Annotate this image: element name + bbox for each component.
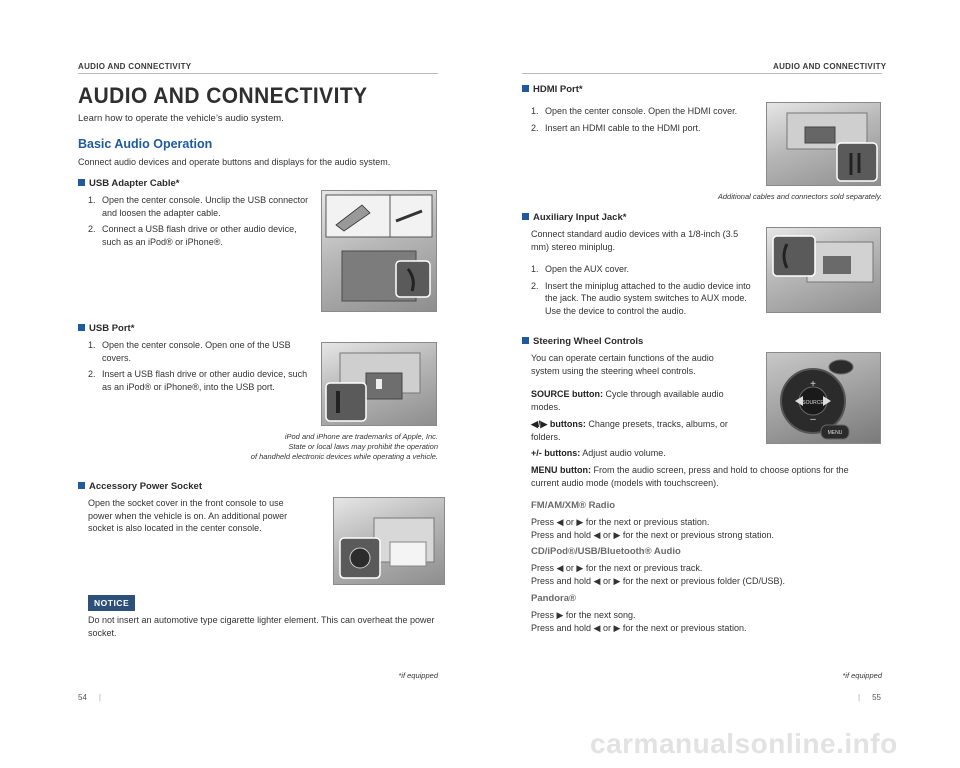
wheel-minus-label: – [810, 414, 816, 425]
usb-port-illustration [322, 343, 436, 425]
left-header-rule [78, 73, 438, 74]
aux-heading: Auxiliary Input Jack* [522, 212, 626, 223]
audio-mode-fm: FM/AM/XM® Radio Press ◀ or ▶ for the next or previous station. Press and hold ◀ or ▶ for the next or previous strong station. [531, 500, 774, 540]
right-page-number: | 55 [858, 693, 881, 702]
source-button-desc: SOURCE button: Cycle through available audio modes. [531, 389, 724, 412]
power-socket-illustration [334, 498, 444, 584]
list-item: 1. Open the AUX cover. [531, 264, 630, 274]
page-lead: Learn how to operate the vehicle’s audio system. [78, 113, 284, 124]
list-item: 2. Insert the miniplug attached to the audio device into the jack. The audio system switches to AUX mode. Use the device to control the audio. [531, 280, 751, 316]
menu-button-desc: MENU button: From the audio screen, press and hold to choose options for the current audio mode (models with touchscreen). [531, 465, 849, 488]
section-title: Basic Audio Operation [78, 137, 213, 151]
left-page-number: 54 | [78, 693, 101, 702]
list-item: 2. Insert a USB flash drive or other audio device, such as an iPod® or iPhone®, into the USB port. [88, 369, 308, 392]
aux-illustration [767, 228, 880, 312]
power-socket-heading: Accessory Power Socket [78, 481, 202, 492]
audio-mode-pandora: Pandora® Press ▶ for the next song. Press and hold ◀ or ▶ for the next or previous station. [531, 593, 747, 633]
right-running-header: AUDIO AND CONNECTIVITY [773, 62, 887, 71]
usb-port-heading: USB Port* [78, 323, 134, 334]
wheel-plus-label: + [810, 379, 816, 390]
power-socket-photo [333, 497, 445, 585]
usb-port-photo [321, 342, 437, 426]
notice-badge: NOTICE [88, 595, 135, 611]
notice-text: Do not insert an automotive type cigarette lighter element. This can overheat the power socket. [88, 615, 435, 638]
watermark: carmanualsonline.info [590, 728, 898, 759]
hdmi-heading: HDMI Port* [522, 84, 583, 95]
right-footnote: *if equipped [842, 671, 882, 680]
usb-cable-photo [321, 190, 437, 312]
steering-controls-illustration [767, 353, 880, 443]
steering-wheel-photo [766, 352, 881, 444]
usb-port-steps [88, 339, 314, 397]
square-bullet-icon [522, 85, 529, 92]
square-bullet-icon [78, 324, 85, 331]
square-bullet-icon [522, 337, 529, 344]
hdmi-note: Additional cables and connectors sold separately. [717, 192, 882, 201]
wheel-source-label: SOURCE [802, 400, 824, 406]
aux-steps [531, 263, 757, 321]
audio-mode-cd: CD/iPod®/USB/Bluetooth® Audio Press ◀ or ▶ for the next or previous track. Press and hold ◀ or ▶ for the next or previous folder (CD/USB). [531, 546, 785, 586]
volume-buttons-desc: +/- buttons: Adjust audio volume. [531, 448, 666, 458]
left-footnote: *if equipped [398, 671, 438, 680]
hdmi-steps [531, 105, 761, 138]
aux-photo [766, 227, 881, 313]
steering-intro: You can operate certain functions of the audio system using the steering wheel controls. [531, 353, 714, 376]
trademark-note: iPod and iPhone are trademarks of Apple, Inc. State or local laws may prohibit the operation of handheld electronic devices while operating a vehicle. [250, 432, 438, 461]
hdmi-photo [766, 102, 881, 186]
right-header-rule [522, 73, 882, 74]
usb-cable-illustration [322, 191, 436, 311]
section-intro: Connect audio devices and operate buttons and displays for the audio system. [78, 157, 391, 167]
square-bullet-icon [522, 213, 529, 220]
list-item: 1. Open the center console. Open one of the USB covers. [88, 340, 291, 363]
list-item: 1. Open the center console. Open the HDMI cover. [531, 106, 738, 116]
power-socket-text: Open the socket cover in the front console to use power when the vehicle is on. An additional power socket is also located in the center console. [88, 498, 288, 533]
usb-cable-steps [88, 194, 310, 252]
square-bullet-icon [78, 482, 85, 489]
list-item: 2. Insert an HDMI cable to the HDMI port. [531, 122, 701, 133]
list-item: 1. Open the center console. Unclip the USB connector and loosen the adapter cable. [88, 195, 309, 218]
usb-cable-heading: USB Adapter Cable* [78, 178, 179, 189]
square-bullet-icon [78, 179, 85, 186]
aux-intro: Connect standard audio devices with a 1/8-inch (3.5 mm) stereo miniplug. [531, 229, 739, 252]
steering-heading: Steering Wheel Controls [522, 336, 643, 347]
arrow-buttons-desc: ◀/▶ buttons: Change presets, tracks, albums, or folders. [531, 419, 728, 442]
wheel-menu-label: MENU [827, 430, 843, 436]
list-item: 2. Connect a USB flash drive or other audio device, such as an iPod® or iPhone®. [88, 224, 297, 247]
page-title: AUDIO AND CONNECTIVITY [78, 83, 368, 108]
left-running-header: AUDIO AND CONNECTIVITY [78, 62, 192, 71]
hdmi-illustration [767, 103, 880, 185]
